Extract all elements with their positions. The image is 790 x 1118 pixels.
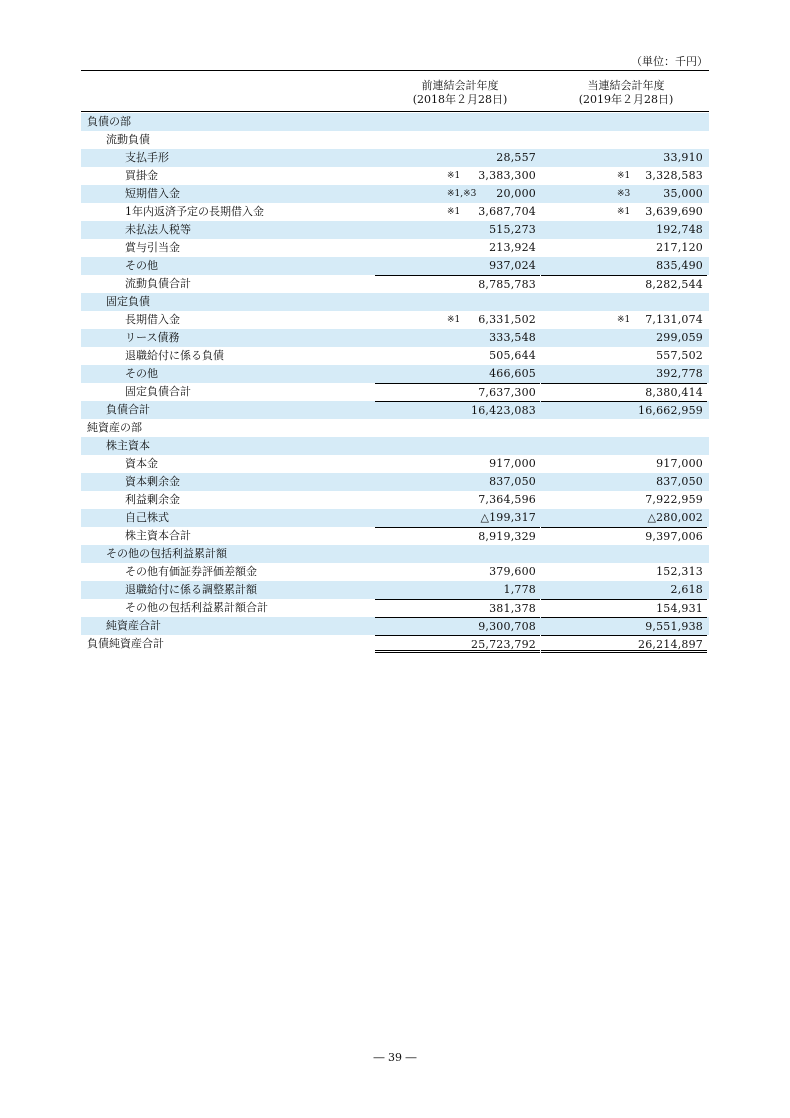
row-label: 自己株式 [125,511,169,524]
amount-value: 16,662,959 [638,404,703,417]
column-header-current-year [551,79,701,107]
amount-value: 3,639,690 [645,205,703,218]
row-label: 賞与引当金 [125,241,180,254]
cell-prior-year [375,149,540,167]
table-row [81,383,709,401]
table-row [81,473,709,491]
cell-prior-year [375,635,540,653]
cell-current-year [541,509,707,527]
footnote-mark: ※1 [447,207,461,217]
row-label: 株主資本合計 [125,529,191,542]
amount-value: 9,397,006 [645,530,703,543]
cell-prior-year [375,599,540,617]
cell-current-year [541,365,707,383]
table-row [81,491,709,509]
row-label: 負債の部 [87,115,131,128]
cell-prior-year [375,545,540,563]
cell-prior-year [375,509,540,527]
cell-current-year [541,491,707,509]
footnote-mark: ※1 [617,315,631,325]
row-label: 流動負債 [106,133,150,146]
cell-current-year [541,221,707,239]
column-title: 当連結会計年度 [587,79,665,92]
cell-prior-year [375,419,540,437]
amount-value: △199,317 [480,511,536,524]
amount-value: 2,618 [670,583,703,596]
cell-prior-year [375,167,540,185]
footnote-mark: ※1 [617,171,631,181]
cell-current-year [541,545,707,563]
table-row [81,185,709,203]
cell-current-year [541,599,707,617]
amount-value: 3,687,704 [478,205,536,218]
table-row [81,545,709,563]
row-label: 純資産の部 [87,421,142,434]
amount-value: 154,931 [656,602,703,615]
cell-current-year [541,437,707,455]
row-label: 短期借入金 [125,187,180,200]
cell-prior-year [375,329,540,347]
row-label: 資本金 [125,457,158,470]
column-period: (2019年２月28日) [578,93,674,106]
row-label: 株主資本 [106,439,150,452]
cell-prior-year [375,617,540,635]
cell-current-year [541,185,707,203]
row-label: その他 [125,259,158,272]
amount-value: 213,924 [489,241,536,254]
table-row [81,509,709,527]
amount-value: 3,328,583 [645,169,703,182]
cell-current-year [541,581,707,599]
cell-prior-year [375,257,540,275]
cell-current-year [541,239,707,257]
footnote-mark: ※1,※3 [447,189,477,199]
cell-current-year [541,527,707,545]
cell-current-year [541,167,707,185]
cell-prior-year [375,383,540,401]
cell-prior-year [375,401,540,419]
cell-current-year [541,311,707,329]
amount-value: 9,551,938 [645,620,703,633]
footnote-mark: ※1 [447,171,461,181]
table-row [81,527,709,545]
cell-current-year [541,113,707,131]
amount-value: 33,910 [663,151,703,164]
table-row [81,581,709,599]
row-label: リース債務 [125,331,180,344]
table-row [81,635,709,653]
unit-label: （単位：千円） [631,55,708,68]
table-row [81,257,709,275]
cell-current-year [541,275,707,293]
amount-value: 8,785,783 [478,278,536,291]
amount-value: 20,000 [496,187,536,200]
cell-current-year [541,293,707,311]
cell-current-year [541,617,707,635]
row-label: 純資産合計 [106,619,161,632]
cell-prior-year [375,131,540,149]
amount-value: 9,300,708 [478,620,536,633]
cell-prior-year [375,527,540,545]
footnote-mark: ※1 [617,207,631,217]
amount-value: 25,723,792 [471,638,536,651]
footnote-mark: ※1 [447,315,461,325]
amount-value: 917,000 [489,457,536,470]
amount-value: 466,605 [489,367,536,380]
row-label: 退職給付に係る負債 [125,349,224,362]
table-row [81,239,709,257]
amount-value: 16,423,083 [471,404,536,417]
column-title: 前連結会計年度 [421,79,499,92]
cell-current-year [541,203,707,221]
table-row [81,617,709,635]
amount-value: 26,214,897 [638,638,703,651]
table-row [81,113,709,131]
amount-value: 333,548 [489,331,536,344]
amount-value: 299,059 [656,331,703,344]
row-label: 未払法人税等 [125,223,191,236]
row-label: 1年内返済予定の長期借入金 [125,205,264,218]
amount-value: 8,380,414 [645,386,703,399]
cell-current-year [541,401,707,419]
row-label: 買掛金 [125,169,158,182]
amount-value: 6,331,502 [478,313,536,326]
cell-prior-year [375,221,540,239]
amount-value: 217,120 [656,241,703,254]
cell-current-year [541,419,707,437]
row-label: 支払手形 [125,151,169,164]
amount-value: 917,000 [656,457,703,470]
amount-value: 515,273 [489,223,536,236]
cell-prior-year [375,203,540,221]
cell-prior-year [375,293,540,311]
amount-value: 835,490 [656,259,703,272]
row-label: その他の包括利益累計額合計 [125,601,268,614]
cell-prior-year [375,113,540,131]
row-label: 固定負債合計 [125,385,191,398]
table-row [81,293,709,311]
amount-value: 8,282,544 [645,278,703,291]
cell-current-year [541,131,707,149]
row-label: 負債合計 [106,403,150,416]
amount-value: 557,502 [656,349,703,362]
cell-prior-year [375,239,540,257]
cell-current-year [541,257,707,275]
cell-prior-year [375,437,540,455]
cell-current-year [541,455,707,473]
row-label: 負債純資産合計 [87,637,164,650]
cell-prior-year [375,581,540,599]
cell-prior-year [375,473,540,491]
amount-value: 837,050 [656,475,703,488]
table-row [81,401,709,419]
table-row [81,275,709,293]
table-row [81,131,709,149]
amount-value: 8,919,329 [478,530,536,543]
header-top-rule [81,70,709,71]
amount-value: 392,778 [656,367,703,380]
cell-prior-year [375,185,540,203]
cell-current-year [541,383,707,401]
amount-value: 7,637,300 [478,386,536,399]
cell-prior-year [375,311,540,329]
table-row [81,329,709,347]
row-label: 流動負債合計 [125,277,191,290]
cell-prior-year [375,365,540,383]
cell-prior-year [375,491,540,509]
amount-value: 381,378 [489,602,536,615]
cell-current-year [541,635,707,653]
table-row [81,203,709,221]
amount-value: 7,131,074 [645,313,703,326]
cell-prior-year [375,563,540,581]
row-label: 資本剰余金 [125,475,180,488]
cell-current-year [541,329,707,347]
table-row [81,437,709,455]
page-number: ― 39 ― [373,1051,417,1064]
cell-current-year [541,563,707,581]
cell-current-year [541,473,707,491]
table-row [81,419,709,437]
amount-value: 28,557 [496,151,536,164]
row-label: その他の包括利益累計額 [106,547,227,560]
amount-value: 152,313 [656,565,703,578]
row-label: 長期借入金 [125,313,180,326]
cell-prior-year [375,455,540,473]
amount-value: 505,644 [489,349,536,362]
cell-prior-year [375,347,540,365]
amount-value: 379,600 [489,565,536,578]
table-row [81,149,709,167]
row-label: その他 [125,367,158,380]
table-row [81,365,709,383]
cell-prior-year [375,275,540,293]
amount-value: 3,383,300 [478,169,536,182]
row-label: その他有価証券評価差額金 [125,565,257,578]
amount-value: 1,778 [503,583,536,596]
table-row [81,599,709,617]
cell-current-year [541,347,707,365]
table-row [81,455,709,473]
table-row [81,167,709,185]
row-label: 固定負債 [106,295,150,308]
balance-sheet-table [81,113,709,653]
table-row [81,563,709,581]
header-bottom-rule [81,111,709,112]
cell-current-year [541,149,707,167]
row-label: 利益剰余金 [125,493,180,506]
amount-value: 937,024 [489,259,536,272]
column-header-prior-year [385,79,535,107]
amount-value: 7,364,596 [478,493,536,506]
footnote-mark: ※3 [617,189,631,199]
amount-value: 35,000 [663,187,703,200]
column-period: (2018年２月28日) [412,93,508,106]
amount-value: 7,922,959 [645,493,703,506]
row-label: 退職給付に係る調整累計額 [125,583,257,596]
amount-value: 837,050 [489,475,536,488]
table-row [81,221,709,239]
amount-value: 192,748 [656,223,703,236]
amount-value: △280,002 [647,511,703,524]
table-row [81,347,709,365]
table-row [81,311,709,329]
